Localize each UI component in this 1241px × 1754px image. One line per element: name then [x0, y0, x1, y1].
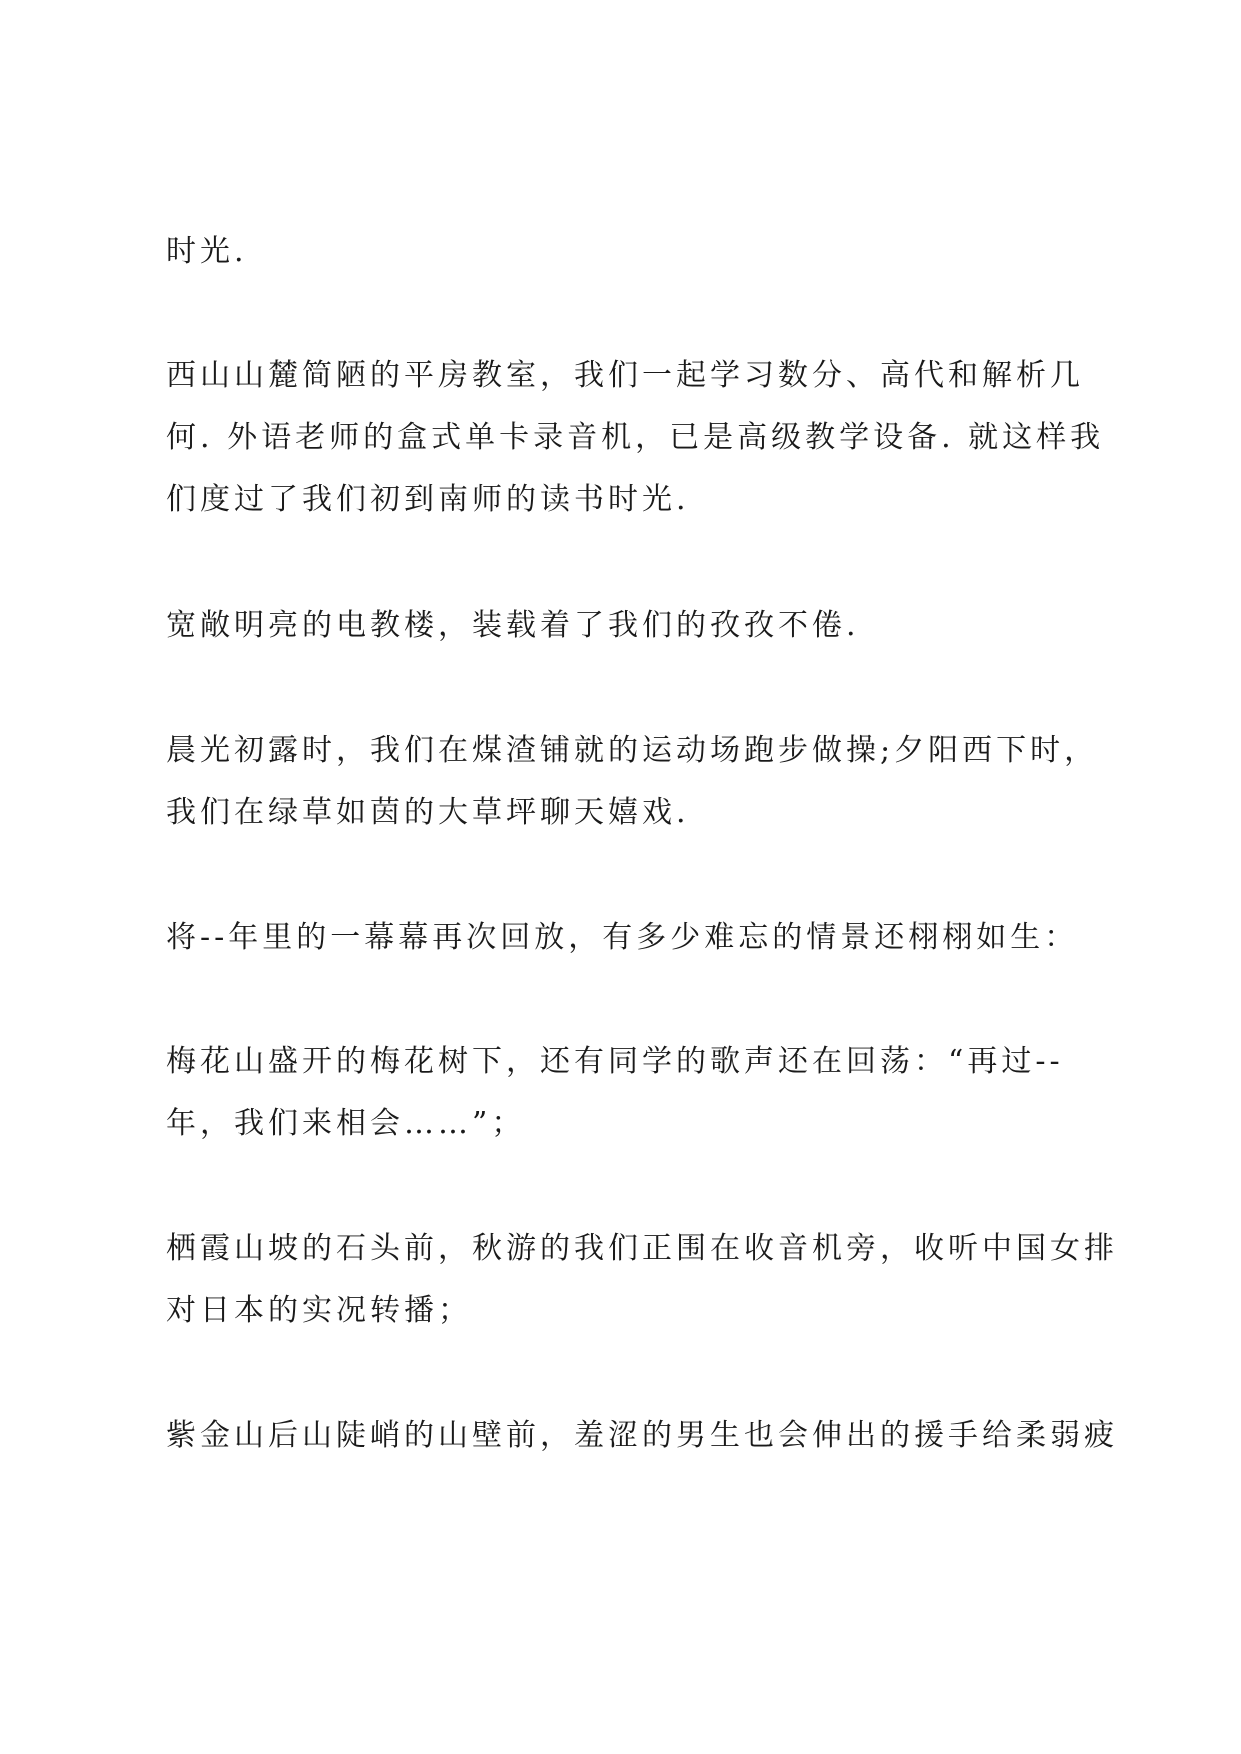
- text-line: 我们在绿草如茵的大草坪聊天嬉戏.: [166, 795, 690, 830]
- text-line: 年，我们来相会……”；: [166, 1106, 526, 1141]
- paragraph-1: [166, 234, 1106, 270]
- paragraph-6: [166, 1044, 1106, 1142]
- text-line: 栖霞山坡的石头前，秋游的我们正围在收音机旁，收听中国女排: [166, 1231, 1118, 1266]
- text-line: 紫金山后山陡峭的山壁前，羞涩的男生也会伸出的援手给柔弱疲: [166, 1418, 1118, 1453]
- text-line: 时光.: [166, 234, 248, 269]
- text-line: 晨光初露时，我们在煤渣铺就的运动场跑步做操;夕阳西下时，: [166, 733, 1099, 768]
- text-line: 宽敞明亮的电教楼，装载着了我们的孜孜不倦.: [166, 608, 860, 643]
- paragraph-4: [166, 733, 1106, 831]
- text-line: 何. 外语老师的盒式单卡录音机，已是高级教学设备. 就这样我: [166, 420, 1105, 455]
- text-line: 们度过了我们初到南师的读书时光.: [166, 482, 690, 517]
- paragraph-2: [166, 358, 1106, 518]
- paragraph-8: [166, 1418, 1118, 1454]
- paragraph-5: [166, 920, 1106, 956]
- text-line: 梅花山盛开的梅花树下，还有同学的歌声还在回荡：“再过--: [166, 1044, 1064, 1079]
- paragraph-3: [166, 608, 1106, 644]
- paragraph-7: [166, 1231, 1118, 1329]
- text-line: 将--年里的一幕幕再次回放，有多少难忘的情景还栩栩如生：: [166, 920, 1079, 955]
- text-line: 对日本的实况转播；: [166, 1293, 472, 1328]
- text-line: 西山山麓简陋的平房教室，我们一起学习数分、高代和解析几: [166, 358, 1084, 393]
